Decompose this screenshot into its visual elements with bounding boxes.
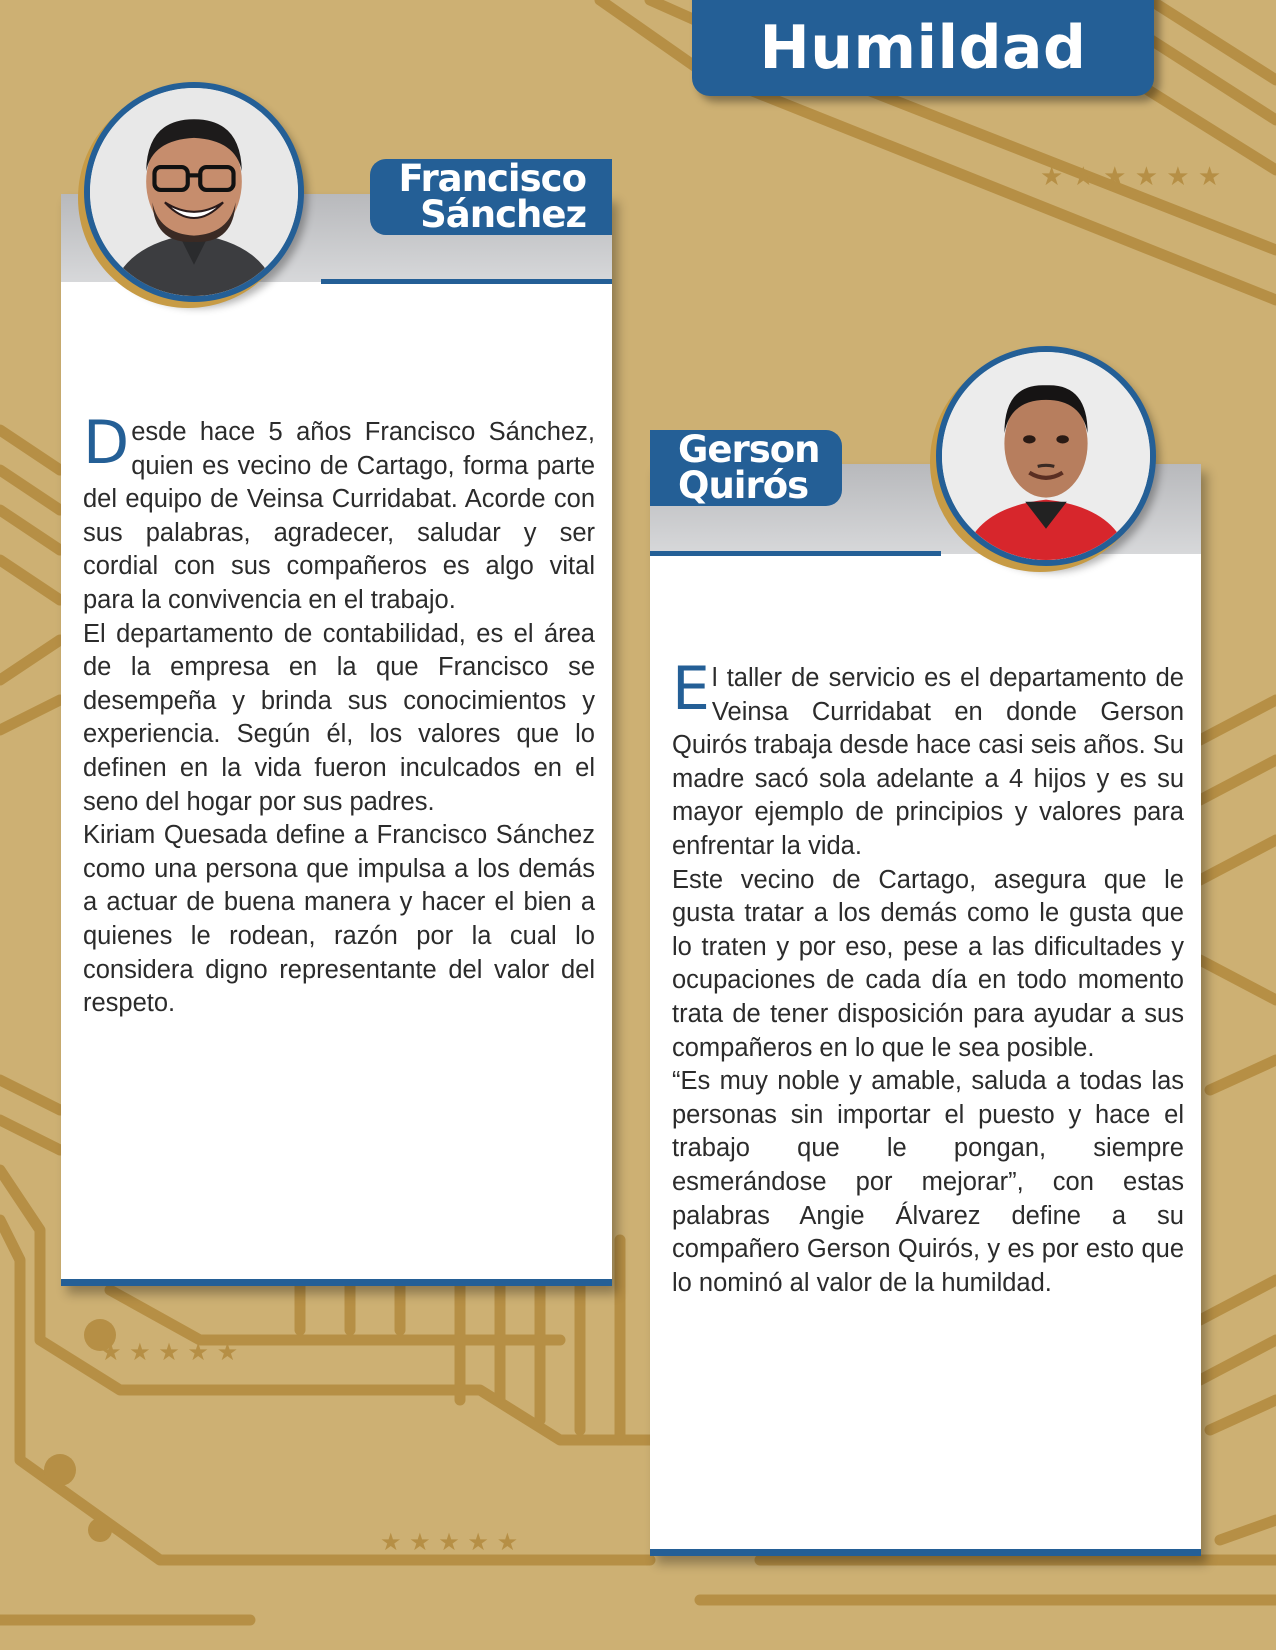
last-name: Sánchez bbox=[420, 193, 586, 236]
dropcap: D bbox=[83, 408, 130, 478]
avatar-gerson bbox=[936, 346, 1156, 566]
paragraph-2: El departamento de contabilidad, es el área de la empresa en la que Francisco se desempeña y brinda sus conocimientos y experiencia. Según él, los valores que lo definen en la vida fueron inculcados en el seno del hogar por sus padres. bbox=[83, 619, 595, 816]
portrait-francisco-sanchez bbox=[90, 88, 298, 296]
name-tag-gerson bbox=[650, 430, 842, 506]
first-name: Gerson bbox=[678, 428, 820, 471]
card-bottom-bar bbox=[650, 1549, 1201, 1556]
profile-text bbox=[672, 654, 1184, 1300]
last-name: Quirós bbox=[678, 464, 809, 507]
name-tag-francisco bbox=[370, 159, 612, 235]
page-title-banner bbox=[692, 0, 1154, 96]
header-divider bbox=[650, 551, 941, 556]
paragraph-3: Kiriam Quesada define a Francisco Sánchez como una persona que impulsa a los demás a actuar de buena manera y hacer el bien a quienes le rodean, razón por la cual lo considera digno representante del valor del respeto. bbox=[83, 821, 595, 1018]
paragraph-1: Desde hace 5 años Francisco Sánchez, quien es vecino de Cartago, forma parte del equipo de Veinsa Curridabat. Acorde con sus palabras, agradecer, saludar y ser cordial con sus compañeros es algo vital para la convivencia en el trabajo. bbox=[83, 408, 595, 614]
portrait-gerson-quiros bbox=[942, 352, 1150, 560]
first-name: Francisco bbox=[398, 157, 586, 200]
paragraph-2: Este vecino de Cartago, asegura que le gusta tratar a los demás como le gusta que lo traten y por eso, pese a las dificultades y ocupaciones de cada día en todo momento trata de tener disposición para ayudar a sus compañeros en lo que le sea posible. bbox=[672, 865, 1184, 1062]
page-title: Humildad bbox=[759, 13, 1087, 83]
svg-text:★ ★ ★ ★ ★ ★: ★ ★ ★ ★ ★ ★ bbox=[1040, 162, 1222, 192]
header-divider bbox=[321, 279, 612, 284]
card-bottom-bar bbox=[61, 1279, 612, 1286]
paragraph-1: El taller de servicio es el departamento de Veinsa Curridabat en donde Gerson Quirós trabaja desde hace casi seis años. Su madre sacó sola adelante a 4 hijos y es su mayor ejemplo de principios y valores para enfrentar la vida. bbox=[672, 654, 1184, 860]
paragraph-3: “Es muy noble y amable, saluda a todas las personas sin importar el puesto y hace el trabajo que le pongan, siempre esmerándose por mejorar”, con estas palabras Angie Álvarez define a su compañero Gerson Quirós, y es por esto que lo nominó al valor de la humildad. bbox=[672, 1067, 1184, 1297]
svg-text:★ ★ ★ ★ ★: ★ ★ ★ ★ ★ bbox=[100, 1338, 239, 1366]
avatar-francisco bbox=[84, 82, 304, 302]
profile-card-gerson bbox=[650, 464, 1201, 1556]
profile-text bbox=[83, 408, 595, 1021]
svg-text:★ ★ ★ ★ ★: ★ ★ ★ ★ ★ bbox=[380, 1528, 519, 1556]
dropcap: E bbox=[672, 654, 710, 724]
profile-card-francisco bbox=[61, 194, 612, 1286]
